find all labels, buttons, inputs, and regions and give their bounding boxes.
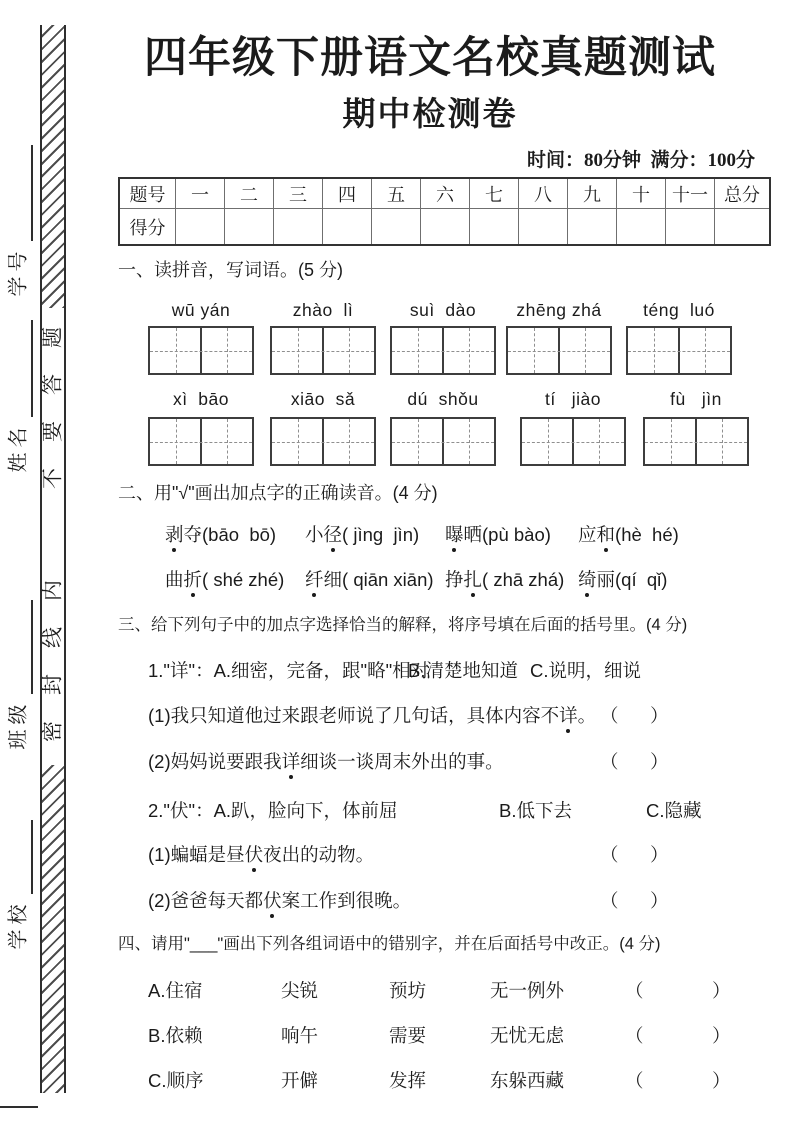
word-group: B.依赖 (148, 1025, 203, 1046)
page-title: 四年级下册语文名校真题测试 (144, 35, 716, 82)
question-number-cell: 二 (225, 178, 274, 209)
grid-dashed-line (272, 442, 374, 443)
pronunciation-word: 应和(hè hé) (578, 521, 679, 547)
character-writing-grid (390, 326, 496, 375)
question-number-cell: 九 (568, 178, 617, 209)
dotted-character: 伏 (245, 841, 264, 867)
pinyin-label: xiāo sǎ (290, 389, 356, 409)
pinyin-label: zhào lì (292, 300, 354, 320)
score-cell (323, 209, 372, 246)
sentence-row (148, 748, 708, 774)
dotted-character: 剥 (165, 521, 184, 547)
blank-underline (31, 145, 33, 241)
sidebar-field-1 (2, 145, 36, 299)
definition-options-row (148, 797, 768, 823)
pinyin-label: wū yán (171, 300, 231, 320)
option-b: B.低下去 (499, 800, 572, 821)
field-label (2, 902, 36, 952)
character-writing-grid (270, 417, 376, 466)
answer-paren-open: （ (600, 844, 619, 865)
seal-text-char: 答 (40, 374, 65, 395)
field-label-char: 学 (7, 276, 30, 297)
word-group: 无忧无虑 (490, 1025, 565, 1046)
dotted-character: 纤 (305, 566, 324, 592)
dotted-character: 曝 (445, 521, 464, 547)
sentence-text: (2)妈妈说要跟我详细谈一谈周末外出的事。 (148, 751, 504, 772)
option-c: C.说明，细说 (530, 660, 642, 681)
grid-dashed-line (150, 442, 252, 443)
character-writing-grid (643, 417, 749, 466)
grid-dashed-line (272, 351, 374, 352)
option-c: C.隐藏 (646, 800, 702, 821)
seal-text-char: 要 (40, 421, 65, 442)
answer-paren-open: （ (625, 980, 644, 1001)
score-cell (519, 209, 568, 246)
seal-hatch-bottom (42, 765, 64, 1093)
character-writing-grid (270, 326, 376, 375)
seal-line-column (40, 25, 66, 1093)
blank-underline (31, 820, 33, 894)
question-number-cell: 六 (421, 178, 470, 209)
character-writing-grid (506, 326, 612, 375)
seal-phrase (42, 308, 64, 755)
blank-underline (31, 600, 33, 694)
sentence-text: (1)蝙蝠是昼伏夜出的动物。 (148, 844, 374, 865)
word-group: 东躲西藏 (490, 1070, 565, 1091)
section3-heading: 三、给下列句子中的加点字选择恰当的解释，将序号填在后面的括号里。(4 分) (118, 616, 688, 634)
answer-paren-close: ） (712, 1025, 731, 1046)
pinyin-label: dú shǒu (407, 389, 479, 409)
field-label-char: 名 (7, 427, 30, 448)
question-number-cell: 十 (617, 178, 666, 209)
question-number-cell: 八 (519, 178, 568, 209)
sentence-row (148, 702, 708, 728)
sentence-row (148, 841, 708, 867)
score-cell (372, 209, 421, 246)
score-table (118, 177, 771, 246)
pinyin-label: tí jiào (544, 389, 602, 409)
pronunciation-word: 挣扎( zhā zhá) (445, 566, 564, 592)
sentence-text: (2)爸爸每天都伏案工作到很晚。 (148, 890, 411, 911)
question-number-cell: 总分 (715, 178, 771, 209)
question-number-cell: 四 (323, 178, 372, 209)
dotted-character: 详 (282, 748, 301, 774)
sidebar-field-4 (2, 820, 36, 952)
field-label-char: 校 (7, 904, 30, 925)
word-group: 预坊 (389, 980, 427, 1001)
sidebar-field-2 (2, 320, 36, 475)
question-number-row (119, 178, 770, 209)
question-number-cell: 三 (274, 178, 323, 209)
grid-dashed-line (522, 442, 624, 443)
score-cell (421, 209, 470, 246)
answer-paren-close: ） (650, 890, 669, 911)
section1-heading: 一、读拼音，写词语。(5 分) (118, 260, 343, 280)
section2-heading: 二、用"√"画出加点字的正确读音。(4 分) (118, 483, 438, 503)
pronunciation-word: 剥夺(bāo bō) (165, 521, 276, 547)
field-label-char: 学 (7, 929, 30, 950)
word-group: 发挥 (389, 1070, 427, 1091)
answer-paren-close: ） (712, 1070, 731, 1091)
score-cell (225, 209, 274, 246)
answer-paren-close: ） (650, 751, 669, 772)
pronunciation-word: 曝晒(pù bào) (445, 521, 551, 547)
seal-text-char: 线 (40, 627, 65, 648)
score-row (119, 209, 770, 246)
character-writing-grid (390, 417, 496, 466)
score-cell (176, 209, 225, 246)
pinyin-label: fù jìn (670, 389, 722, 409)
pronunciation-word: 曲折( shé zhé) (165, 566, 284, 592)
dotted-character: 绮 (578, 566, 597, 592)
dotted-character: 伏 (263, 887, 282, 913)
option-a: 1."详"：A.细密，完备，跟"略"相对 (148, 660, 430, 681)
score-cell (666, 209, 715, 246)
sentence-row (148, 887, 708, 913)
pinyin-label: suì dào (409, 300, 477, 320)
seal-text-char: 封 (40, 674, 65, 695)
pronunciation-word: 小径( jìng jìn) (305, 521, 419, 547)
character-writing-grid (626, 326, 732, 375)
answer-paren-close: ） (650, 844, 669, 865)
answer-paren-close: ） (650, 705, 669, 726)
option-a: 2."伏"：A.趴，脸向下，体前屈 (148, 800, 398, 821)
pinyin-label: téng luó (643, 300, 715, 320)
dotted-character: 折 (184, 566, 203, 592)
field-label-char: 姓 (7, 452, 30, 473)
sidebar-field-3 (2, 600, 36, 752)
field-label (2, 425, 36, 475)
word-group: C.顺序 (148, 1070, 204, 1091)
answer-paren-open: （ (600, 751, 619, 772)
field-label (2, 249, 36, 299)
score-cell (470, 209, 519, 246)
grid-dashed-line (392, 351, 494, 352)
character-writing-grid (148, 326, 254, 375)
answer-paren-open: （ (625, 1025, 644, 1046)
answer-paren-close: ） (712, 980, 731, 1001)
grid-dashed-line (392, 442, 494, 443)
seal-text-char: 不 (40, 468, 65, 489)
word-group: 响午 (281, 1025, 319, 1046)
question-number-cell: 十一 (666, 178, 715, 209)
score-cell (715, 209, 771, 246)
answer-paren-open: （ (600, 705, 619, 726)
field-label-char: 级 (7, 704, 30, 725)
score-cell (617, 209, 666, 246)
bottom-corner-mark (0, 1106, 38, 1108)
field-label-char: 号 (7, 251, 30, 272)
score-cell: 得分 (119, 209, 176, 246)
word-group: 尖锐 (281, 980, 319, 1001)
page-subtitle: 期中检测卷 (342, 97, 518, 133)
section4-heading: 四、请用"___"画出下列各组词语中的错别字，并在后面括号中改正。(4 分) (118, 935, 661, 953)
grid-dashed-line (150, 351, 252, 352)
word-group: 开僻 (281, 1070, 319, 1091)
score-cell (568, 209, 617, 246)
grid-dashed-line (508, 351, 610, 352)
pronunciation-word: 纤细( qiān xiān) (305, 566, 434, 592)
question-number-cell: 五 (372, 178, 421, 209)
seal-text-char: 题 (40, 327, 65, 348)
seal-text-char: 内 (40, 580, 65, 601)
dotted-character: 扎 (464, 566, 483, 592)
field-label (2, 702, 36, 752)
field-label-char: 班 (7, 729, 30, 750)
dotted-character: 详 (559, 702, 578, 728)
grid-dashed-line (628, 351, 730, 352)
answer-paren-open: （ (600, 890, 619, 911)
word-group: 需要 (389, 1025, 427, 1046)
definition-options-row (148, 657, 768, 683)
option-b: B.清楚地知道 (408, 660, 518, 681)
pinyin-label: zhēng zhá (516, 300, 602, 320)
word-group: A.住宿 (148, 980, 203, 1001)
question-number-cell: 题号 (119, 178, 176, 209)
seal-text-char: 密 (40, 721, 65, 742)
character-writing-grid (520, 417, 626, 466)
blank-underline (31, 320, 33, 417)
sentence-text: (1)我只知道他过来跟老师说了几句话，具体内容不详。 (148, 705, 596, 726)
grid-dashed-line (645, 442, 747, 443)
question-number-cell: 一 (176, 178, 225, 209)
word-group: 无一例外 (490, 980, 565, 1001)
answer-paren-open: （ (625, 1070, 644, 1091)
seal-hatch-top (42, 25, 64, 308)
pinyin-label: xì bāo (172, 389, 230, 409)
question-number-cell: 七 (470, 178, 519, 209)
time-score-info: 时间：80分钟 满分：100分 (526, 150, 755, 171)
pronunciation-word: 绮丽(qí qǐ) (578, 566, 667, 592)
character-writing-grid (148, 417, 254, 466)
dotted-character: 径 (324, 521, 343, 547)
score-cell (274, 209, 323, 246)
dotted-character: 和 (597, 521, 616, 547)
